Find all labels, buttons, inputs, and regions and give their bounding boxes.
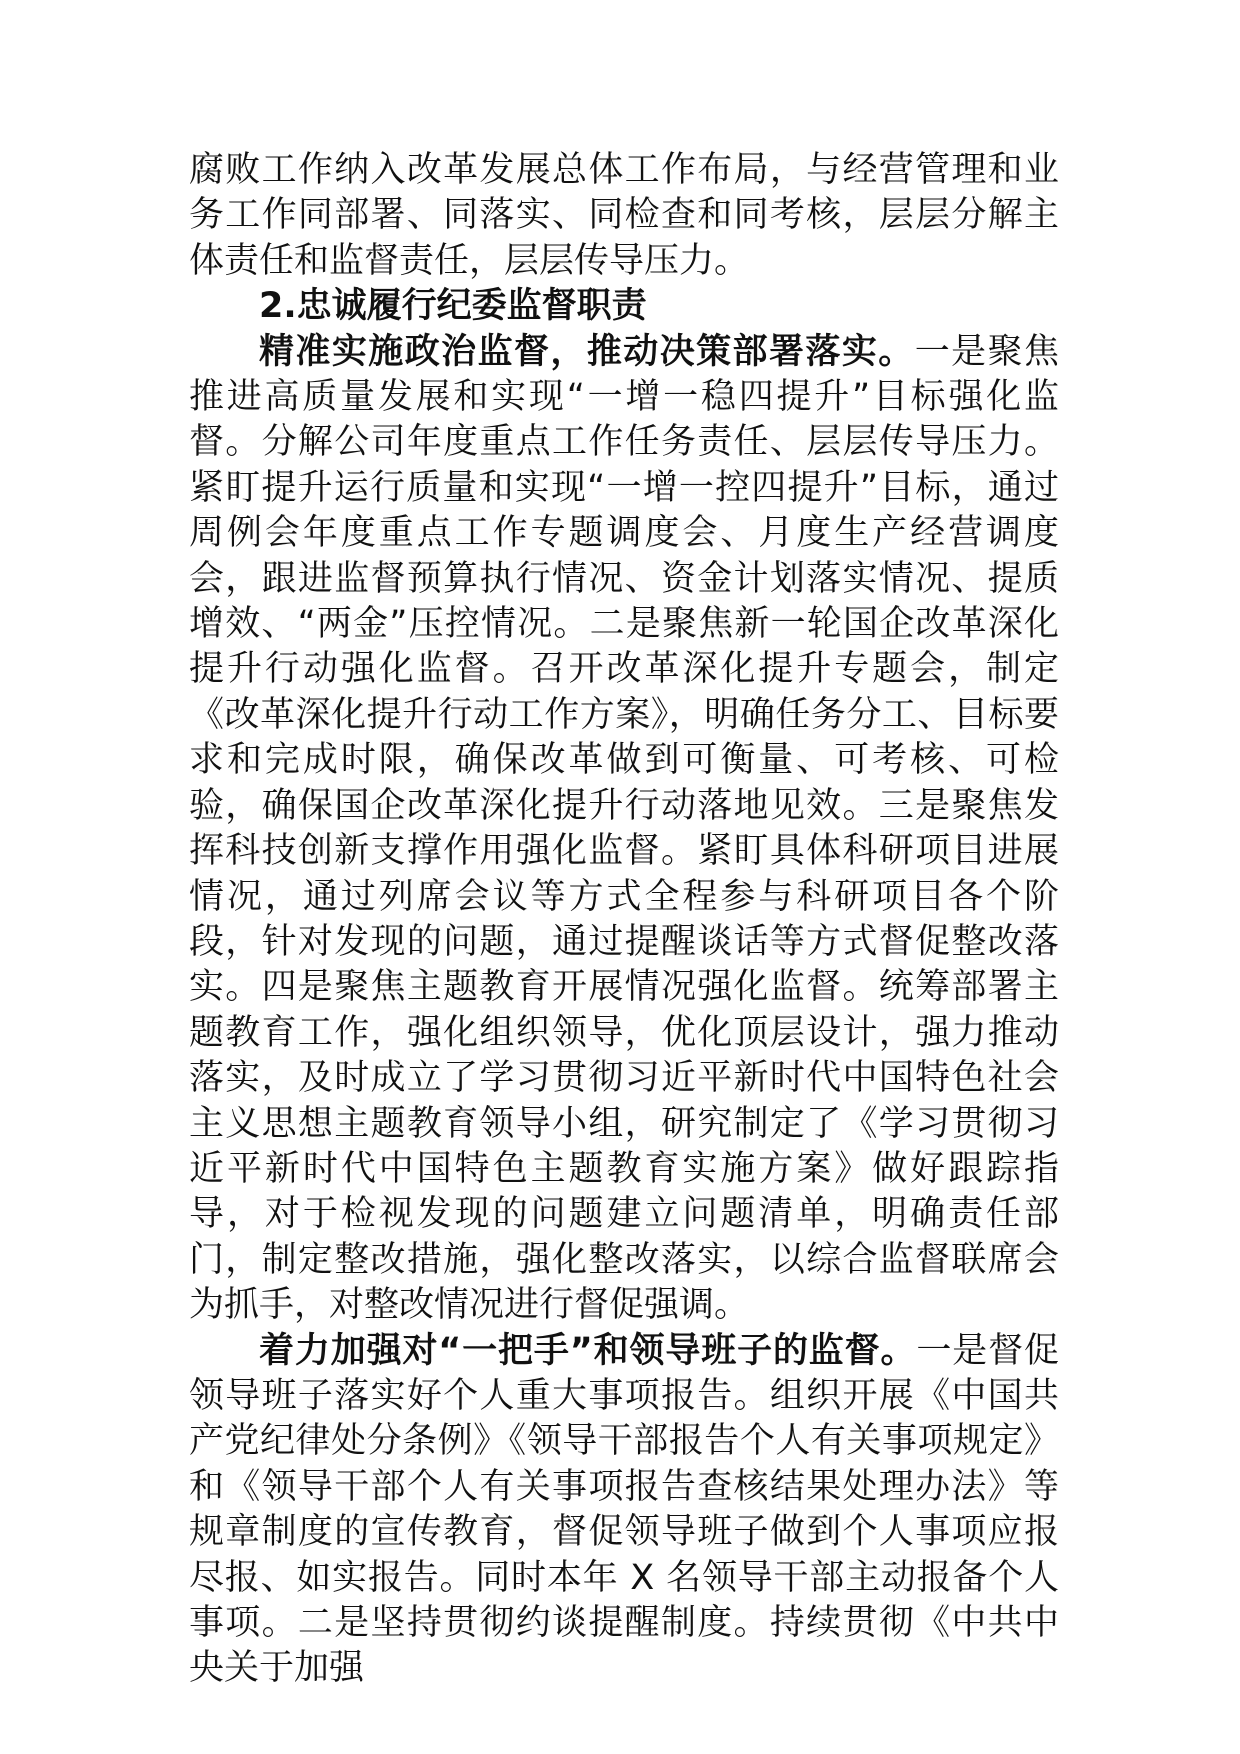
paragraph-lead-leader: 着力加强对“一把手”和领导班子的监督。 <box>259 1330 917 1371</box>
paragraph-continuation: 腐败工作纳入改革发展总体工作布局，与经营管理和业务工作同部署、同落实、同检查和同考核，层层分解主体责任和监督责任，层层传导压力。 <box>189 150 1059 281</box>
paragraph-lead-political: 精准实施政治监督，推动决策部署落实。 <box>259 331 915 372</box>
paragraph-body-political: 一是聚焦推进高质量发展和实现“一增一稳四提升”目标强化监督。分解公司年度重点工作任务责任、层层传导压力。紧盯提升运行质量和实现“一增一控四提升”目标，通过周例会年度重点工作专题调度会、月度生产经营调度会，跟进监督预算执行情况、资金计划落实情况、提质增效、“两金”压控情况。二是聚焦新一轮国企改革深化提升行动强化监督。召开改革深化提升专题会，制定《改革深化提升行动工作方案》，明确任务分工、目标要求和完成时限，确保改革做到可衡量、可考核、可检验，确保国企改革深化提升行动落地见效。三是聚焦发挥科技创新支撑作用强化监督。紧盯具体科研项目进展情况，通过列席会议等方式全程参与科研项目各个阶段，针对发现的问题，通过提醒谈话等方式督促整改落实。四是聚焦主题教育开展情况强化监督。统筹部署主题教育工作，强化组织领导，优化顶层设计，强力推动落实，及时成立了学习贯彻习近平新时代中国特色社会主义思想主题教育领导小组，研究制定了《学习贯彻习近平新时代中国特色主题教育实施方案》做好跟踪指导，对于检视发现的问题建立问题清单，明确责任部门，制定整改措施，强化整改落实，以综合监督联席会为抓手，对整改情况进行督促强调。 <box>189 331 1059 1326</box>
section-heading: 2.忠诚履行纪委监督职责 <box>259 286 647 327</box>
document-page <box>189 148 1059 1692</box>
paragraph-leader-supervision <box>189 1329 1059 1692</box>
paragraph-political-supervision <box>189 330 1059 1329</box>
paragraph-body-leader: 一是督促领导班子落实好个人重大事项报告。组织开展《中国共产党纪律处分条例》《领导干部报告个人有关事项规定》和《领导干部个人有关事项报告查核结果处理办法》等规章制度的宣传教育，督促领导班子做到个人事项应报尽报、如实报告。同时本年 X 名领导干部主动报备个人事项。二是坚持贯彻约谈提醒制度。持续贯彻《中共中央关于加强 <box>189 1330 1059 1689</box>
